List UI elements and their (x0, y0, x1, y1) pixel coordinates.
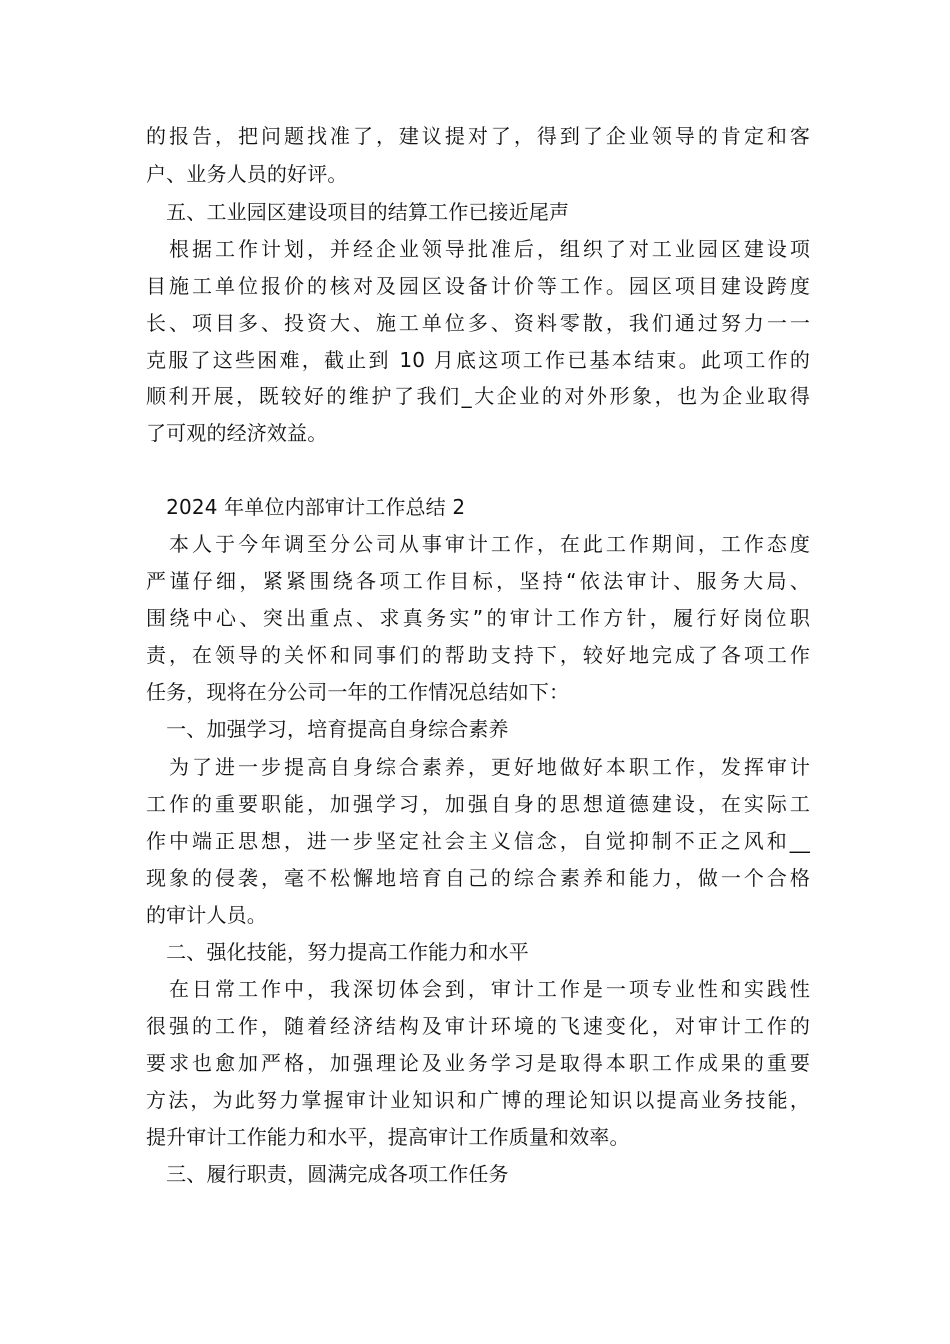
body-line: 为了进一步提高自身综合素养，更好地做好本职工作，发挥审计 (146, 755, 810, 779)
body-line: 要求也愈加严格，加强理论及业务学习是取得本职工作成果的重要 (146, 1051, 810, 1075)
body-line: 任务，现将在分公司一年的工作情况总结如下： (146, 680, 570, 704)
body-line: 提升审计工作能力和水平，提高审计工作质量和效率。 (146, 1125, 630, 1149)
body-line: 现象的侵袭，毫不松懈地培育自己的综合素养和能力，做一个合格 (146, 866, 810, 890)
section-heading: 三、履行职责，圆满完成各项工作任务 (146, 1162, 509, 1186)
body-line: 在日常工作中，我深切体会到，审计工作是一项专业性和实践性 (146, 977, 810, 1001)
section-heading: 五、工业园区建设项目的结算工作已接近尾声 (146, 200, 570, 224)
body-line: 工作的重要职能，加强学习，加强自身的思想道德建设，在实际工 (146, 792, 810, 816)
body-line: 根据工作计划，并经企业领导批准后，组织了对工业园区建设项 (146, 237, 810, 261)
section-heading: 二、强化技能，努力提高工作能力和水平 (146, 940, 529, 964)
body-line: 方法，为此努力掌握审计业知识和广博的理论知识以提高业务技能， (146, 1088, 810, 1112)
body-line: 很强的工作，随着经济结构及审计环境的飞速变化，对审计工作的 (146, 1014, 810, 1038)
body-line: 的审计人员。 (146, 903, 267, 927)
body-line: 目施工单位报价的核对及园区设备计价等工作。园区项目建设跨度 (146, 274, 810, 298)
body-line: 克服了这些困难，截止到 10 月底这项工作已基本结束。此项工作的 (146, 348, 810, 372)
body-line: 围绕中心、突出重点、求真务实”的审计工作方针，履行好岗位职 (146, 606, 810, 630)
body-line: 的报告，把问题找准了，建议提对了，得到了企业领导的肯定和客 (146, 124, 810, 148)
body-line: 作中端正思想，进一步坚定社会主义信念，自觉抑制不正之风和__ (146, 829, 810, 853)
body-line: 严谨仔细，紧紧围绕各项工作目标，坚持“依法审计、服务大局、 (146, 569, 810, 593)
body-line: 责，在领导的关怀和同事们的帮助支持下，较好地完成了各项工作 (146, 643, 810, 667)
body-line: 户、业务人员的好评。 (146, 162, 348, 186)
section-heading: 一、加强学习，培育提高自身综合素养 (146, 717, 509, 741)
body-line: 了可观的经济效益。 (146, 421, 328, 445)
body-line: 本人于今年调至分公司从事审计工作，在此工作期间，工作态度 (146, 532, 810, 556)
body-line: 长、项目多、投资大、施工单位多、资料零散，我们通过努力一一 (146, 311, 810, 335)
body-line: 顺利开展，既较好的维护了我们_大企业的对外形象，也为企业取得 (146, 384, 810, 408)
document-title: 2024 年单位内部审计工作总结 2 (146, 495, 466, 519)
